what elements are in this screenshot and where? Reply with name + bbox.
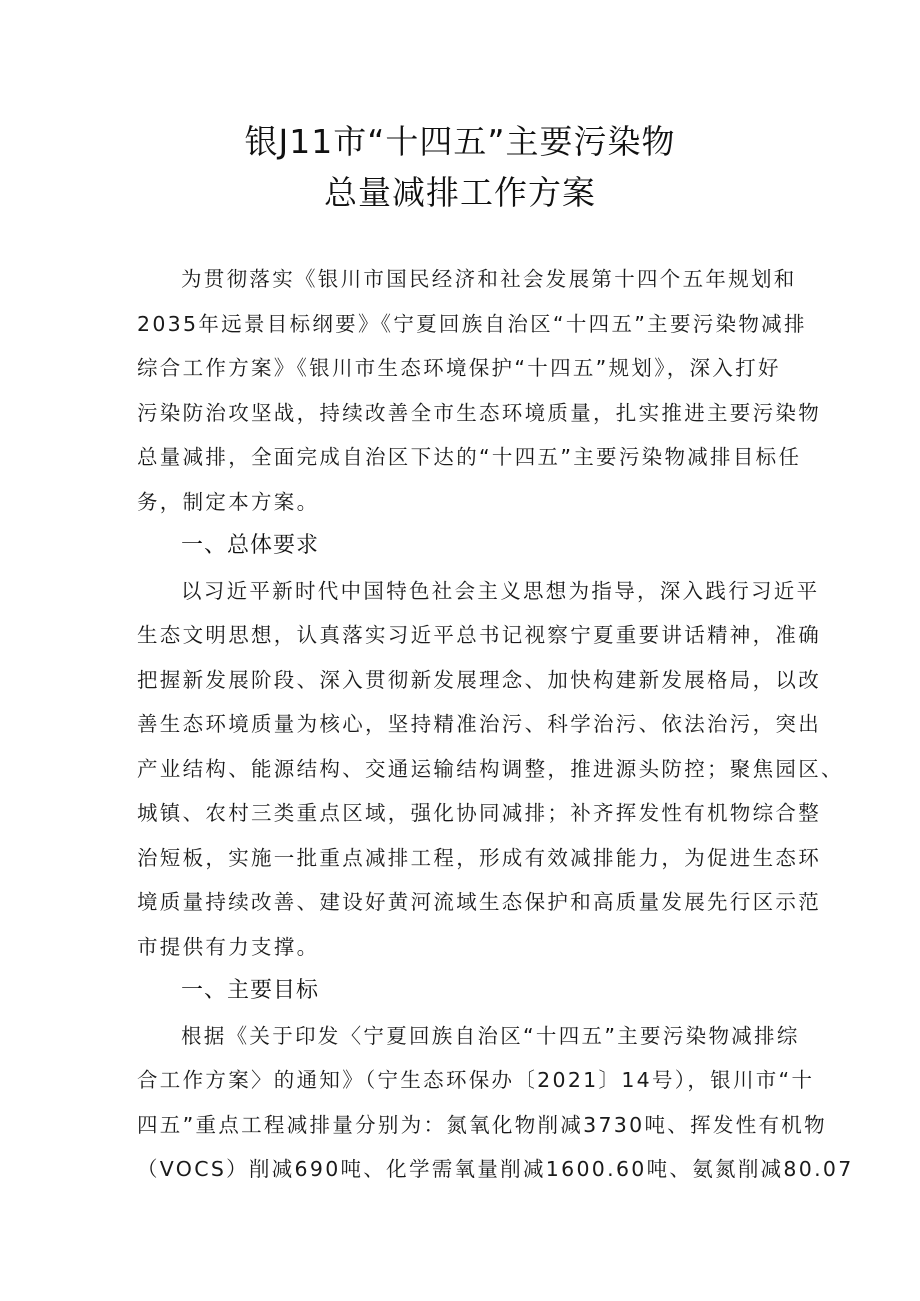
intro-line: 务，制定本方案。 [137,489,320,514]
section-heading-main-targets: 一、主要目标 [181,978,320,1003]
document-body [137,257,854,1192]
section2-line: 根据《关于印发〈宁夏回族自治区“十四五”主要污染物减排综 [181,1023,800,1048]
section1-line: 善生态环境质量为核心，坚持精准治污、科学治污、依法治污，突出 [137,712,821,736]
section1-line: 生态文明思想，认真落实习近平总书记视察宁夏重要讲话精神，准确 [137,623,821,647]
document-title-line-2: 总量减排工作方案 [324,173,596,212]
section1-line: 城镇、农村三类重点区域，强化协同减排；补齐挥发性有机物综合整 [137,801,821,825]
section2-line: 合工作方案〉的通知》（宁生态环保办〔2021〕14号），银川市“十 [137,1068,815,1092]
section1-line: 产业结构、能源结构、交通运输结构调整，推进源头防控；聚焦园区、 [137,756,844,781]
intro-line: 污染防治攻坚战，持续改善全市生态环境质量，扎实推进主要污染物 [137,400,821,425]
section1-line: 市提供有力支撑。 [137,934,320,959]
section1-line: 把握新发展阶段、深入贯彻新发展理念、加快构建新发展格局，以改 [137,667,821,692]
document-title-line-1: 银J11市“十四五”主要污染物 [244,122,676,161]
intro-line: 2035年远景目标纲要》《宁夏回族自治区“十四五”主要污染物减排 [137,311,807,336]
intro-line: 总量减排，全面完成自治区下达的“十四五”主要污染物减排目标任 [137,445,802,469]
section2-line: （VOCS）削减690吨、化学需氧量削减1600.60吨、氨氮削减80.07 [137,1157,854,1181]
section-heading-overall-requirements: 一、总体要求 [181,533,320,558]
intro-line: 综合工作方案》《银川市生态环境保护“十四五”规划》，深入打好 [137,356,781,380]
section1-line: 以习近平新时代中国特色社会主义思想为指导，深入践行习近平 [181,578,820,603]
intro-line: 为贯彻落实《银川市国民经济和社会发展第十四个五年规划和 [181,267,797,291]
section1-line: 境质量持续改善、建设好黄河流域生态保护和高质量发展先行区示范 [137,890,821,914]
section2-line: 四五”重点工程减排量分别为：氮氧化物削减3730吨、挥发性有机物 [137,1112,827,1137]
section1-line: 治短板，实施一批重点减排工程，形成有效减排能力，为促进生态环 [137,845,821,870]
